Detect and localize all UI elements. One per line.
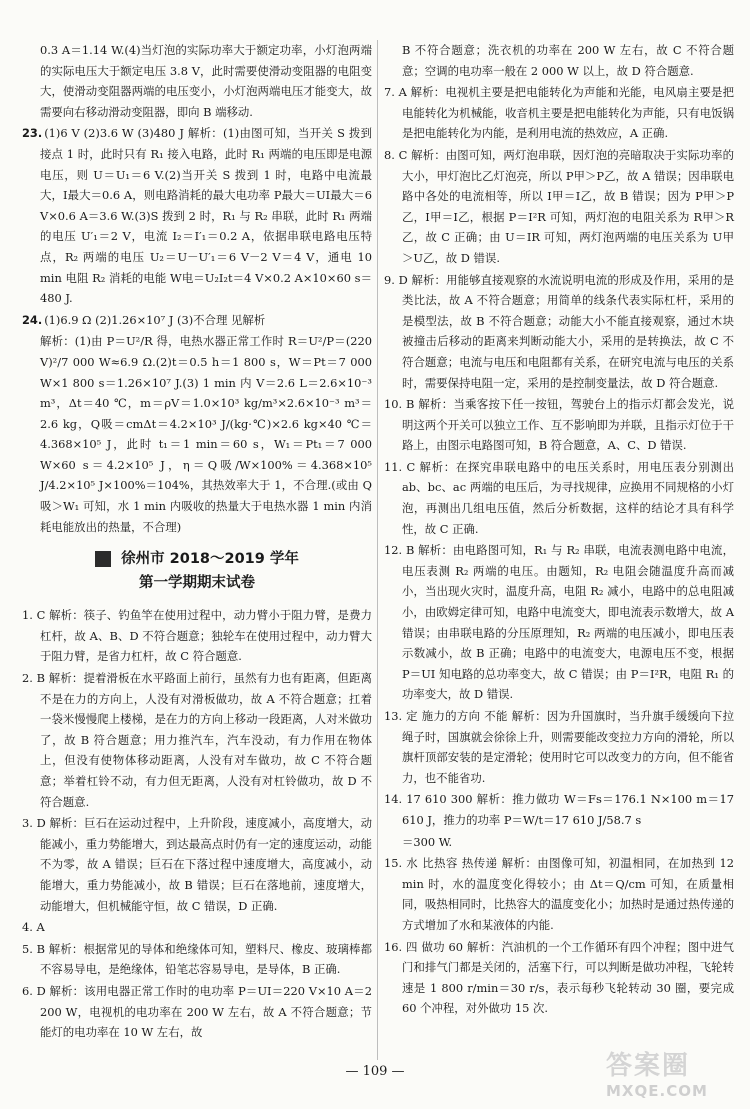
section-marker-icon [95,551,111,567]
answer-6: 6. D 解析：该用电器正常工作时的电功率 P＝UI＝220 V×10 A＝2 200 W，电视机的电功率在 200 W 左右，故 A 不符合题意；节能灯的电功率在 10 W 左右，故 [22,983,372,1040]
answer-23-number: 23. [22,126,43,141]
section-subtitle: 第一学期期末试卷 [139,575,255,592]
q22-continuation: 0.3 A＝1.14 W.(4)当灯泡的实际功率大于额定功率，小灯泡两端的实际电压大于额定电压 3.8 V，此时需要使滑动变阻器的电阻变大，使滑动变阻器两端的电压变小，小灯泡两端电压才能变大，故需要向右移动滑动变阻器，即向 B 端移动. [40,43,372,119]
answer-4: 4. A [22,920,45,935]
answer-8: 8. C 解析：由图可知，两灯泡串联，因灯泡的亮暗取决于实际功率的大小，甲灯泡比乙灯泡亮，所以 P甲＞P乙，故 A 错误；因串联电路中各处的电流相等，所以 I甲＝I乙，故 B 错误；因为 P甲＞P乙，I甲＝I乙，根据 P＝I²R 可知，两灯泡的电阻关系为 R甲＞R乙，故 C 正确；由 U＝IR 可知，两灯泡两端的电压关系为 U甲＞U乙，故 D 错误. [384,147,734,265]
answer-5: 5. B 解析：根据常见的导体和绝缘体可知，塑料尺、橡皮、玻璃棒都不容易导电，是绝缘体，铅笔芯容易导电，是导体，B 正确. [22,941,372,977]
answer-24-explanation: 解析：(1)由 P＝U²/R 得，电热水器正常工作时 R＝U²/P＝(220 V)²/7 000 W≈6.9 Ω.(2)t＝0.5 h＝1 800 s，W＝Pt＝7 000 W×1 800 s＝1.26×10⁷ J.(3) 1 min 内 V＝2.6 L＝2.6×10⁻³ m³，Δt＝40 ℃，m＝ρV＝1.0×10³ kg/m³×2.6×10⁻³ m³＝2.6 kg，Q吸＝cmΔt＝4.2×10³ J/(kg·℃)×2.6 kg×40 ℃＝4.368×10⁵ J，此时 t₁＝1 min＝60 s，W₁＝Pt₁＝7 000 W×60 s＝4.2×10⁵ J，η＝Q吸/W×100%＝4.368×10⁵ J/4.2×10⁵ J×100%＝104%，其热效率大于 1，不合理.(或由 Q吸＞W₁ 可知，水 1 min 内吸收的热量大于电热水器 1 min 内消耗电能放出的热量，不合理) [40,334,372,534]
answer-14-result: ＝300 W. [402,834,453,849]
right-column [384,40,734,1020]
answer-15: 15. 水 比热容 热传递 解析：由图像可知，初温相同，在加热到 12 min 时，水的温度变化得较小；由 Δt＝Q/cm 可知，在质量相同，吸热相同时，比热容大的温度变化小；加热时是通过热传递的方式增加了水和某液体的内能. [384,856,734,932]
page-number: — 109 — [345,1064,405,1079]
answer-9: 9. D 解析：用能够直接观察的水流说明电流的形成及作用，采用的是类比法，故 A 不符合题意；用简单的线条代表实际杠杆，采用的是模型法，故 B 不符合题意；动能大小不能直接观察，通过木块被撞击后移动的距离来判断动能大小，采用的是转换法，故 C 不符合题意；电流与电压和电阻都有关系，在研究电流与电压的关系时，需要保持电阻一定，采用的是控制变量法，故 D 符合题意. [384,272,734,390]
answer-10: 10. B 解析：当乘客按下任一按钮，驾驶台上的指示灯都会发光，说明这两个开关可以独立工作、互不影响即为并联，且指示灯位于干路上，由图示电路图可知，B 符合题意，A、C、D 错误. [384,397,734,453]
answer-11: 11. C 解析：在探究串联电路中的电压关系时，用电压表分别测出 ab、bc、ac 两端的电压后，为寻找规律，应换用不同规格的小灯泡，再测出几组电压值，然后分析数据，这样的结论才具有科学性，故 C 正确. [384,459,734,536]
left-column [22,40,372,1044]
answer-14: 14. 17 610 300 解析：推力做功 W＝Fs＝176.1 N×100 m＝17 610 J，推力的功率 P＝W/t＝17 610 J/58.7 s [384,792,734,827]
watermark-text: 答案圈 [606,1051,691,1081]
answer-23 [22,123,372,308]
site-watermark [606,1045,736,1101]
section-title: 徐州市 2018～2019 学年 [121,551,299,568]
answer-23-text: (1)6 V (2)3.6 W (3)480 J 解析：(1)由图可知，当开关 S 拨到接点 1 时，此时只有 R₁ 接入电路，此时 R₁ 两端的电压即是电源电压，则 U＝U₁＝6 V.(2)当开关 S 拨到 1 时，电路中电流最大，I最大＝0.6 A，则电路消耗的最大电功率 P最大＝UI最大＝6 V×0.6 A＝3.6 W.(3)S 拨到 2 时，R₁ 与 R₂ 串联，此时 R₁ 两端的电压 U′₁＝2 V，电流 I₂＝I′₁＝0.2 A，依据串联电路电压特点，R₂ 两端的电压 U₂＝U－U′₁＝6 V－2 V＝4 V，通电 10 min 电阻 R₂ 消耗的电能 W电＝U₂I₂t＝4 V×0.2 A×10×60 s＝480 J. [40,126,372,306]
answer-7: 7. A 解析：电视机主要是把电能转化为声能和光能，电风扇主要是把电能转化为机械能，收音机主要是把电能转化为声能，只有电饭锅是把电能转化为内能，是利用电流的热效应，A 正确. [384,85,734,141]
answer-16: 16. 四 做功 60 解析：汽油机的一个工作循环有四个冲程；图中进气门和排气门都是关闭的，活塞下行，可以判断是做功冲程，飞轮转速是 1 800 r/min＝30 r/s，表示每秒飞轮转动 30 圈，要完成 60 个冲程，对外做功 15 次. [384,939,734,1016]
watermark-url: MXQE.COM [606,1082,708,1100]
page [22,40,734,1060]
answer-12: 12. B 解析：由电路图可知，R₁ 与 R₂ 串联，电流表测电路中电流，电压表测 R₂ 两端的电压。由题知，R₂ 电阻会随温度升高而减小，当出现火灾时，温度升高，电阻 R₂ 减小，电路中的总电阻减小，由欧姆定律可知，电路中电流变大，即电流表示数增大，故 A 错误；由串联电路的分压原理知，R₂ 两端的电压减小，即电压表示数减小，故 B 正确；电路中的电流变大，电源电压不变，根据 P＝UI 知电路的总功率变大，故 C 错误；由 P＝I²R，电阻 R₁ 的功率变大，故 D 错误. [384,543,734,702]
exam-section-header [22,547,372,595]
answer-24 [22,310,372,331]
answer-3: 3. D 解析：巨石在运动过程中，上升阶段，速度减小，高度增大，动能减小，重力势能增大，到达最高点时仍有一定的速度运动，动能不为零，故 A 错误；巨石在下落过程中速度增大，高度减小，动能增大，重力势能减小，故 B 错误；巨石在落地前，速度增大，动能增大，但机械能守恒，故 C 错误，D 正确. [22,816,372,913]
answer-1: 1. C 解析：筷子、钓鱼竿在使用过程中，动力臂小于阻力臂，是费力杠杆，故 A、B、D 不符合题意；独轮车在使用过程中，动力臂大于阻力臂，是省力杠杆，故 C 符合题意. [22,608,372,664]
answer-24-summary: (1)6.9 Ω (2)1.26×10⁷ J (3)不合理 见解析 [44,312,266,327]
answer-2: 2. B 解析：提着滑板在水平路面上前行，虽然有力也有距离，但距离不是在力的方向上，人没有对滑板做功，故 A 不符合题意；扛着一袋米慢慢爬上楼梯，是在力的方向上移动一段距离，人对米做功了，故 B 符合题意；用力推汽车，汽车没动，有力作用在物体上，但没有使物体移动距离，人没有对车做功，故 C 不符合题意；举着杠铃不动，有力但无距离，人没有对杠铃做功，故 D 不符合题意. [22,671,372,809]
answer-13: 13. 定 施力的方向 不能 解析：因为升国旗时，当升旗手缓缓向下拉绳子时，国旗就会徐徐上升，则需要能改变拉力方向的滑轮，所以旗杆顶部安装的是定滑轮；使用时它可以改变力的方向，但不能省力，也不能省功. [384,709,734,785]
answer-24-number: 24. [22,312,43,327]
answer-6-continuation: B 不符合题意；洗衣机的功率在 200 W 左右，故 C 不符合题意；空调的电功率一般在 2 000 W 以上，故 D 符合题意. [402,43,734,78]
column-divider [377,40,378,1060]
